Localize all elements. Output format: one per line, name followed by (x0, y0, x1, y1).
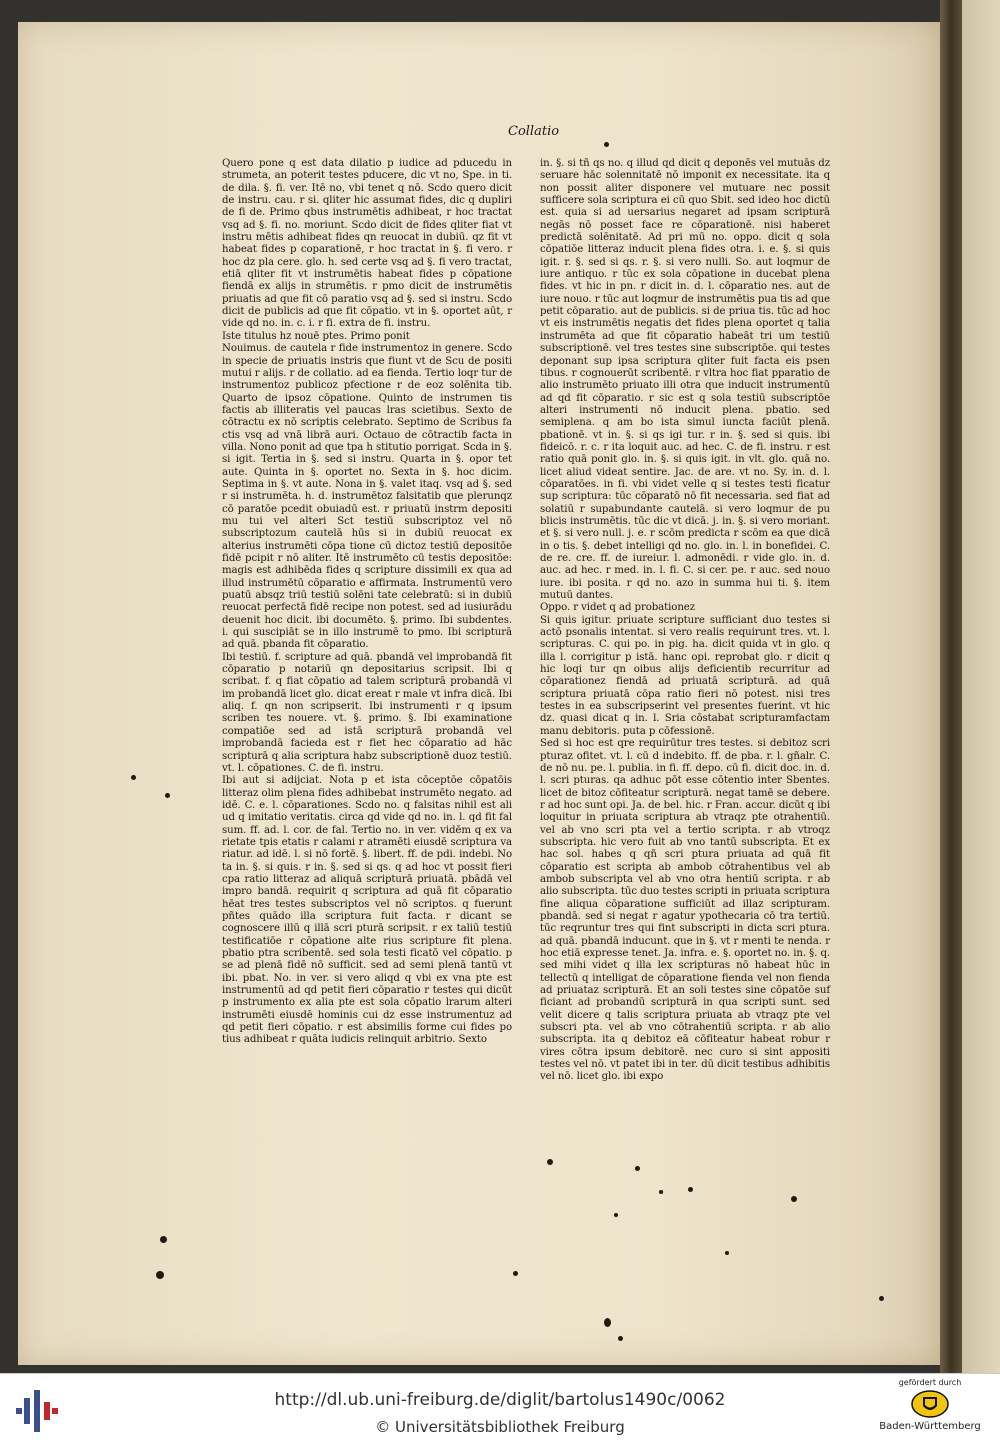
facing-page-edge (962, 0, 1000, 1373)
state-coat-of-arms-icon (910, 1389, 950, 1419)
ink-speck (513, 1271, 518, 1276)
ink-speck (879, 1296, 884, 1301)
ink-speck (688, 1187, 693, 1192)
ink-speck (614, 1213, 618, 1217)
ink-speck (635, 1166, 640, 1171)
ink-speck (156, 1271, 164, 1279)
ink-speck (618, 1336, 623, 1341)
ink-speck (604, 1318, 611, 1327)
ink-speck (791, 1196, 797, 1202)
ink-speck (725, 1251, 729, 1255)
text-column-right: in. §. si tñ qs no. q illud qd dicit q deponēs vel mutuās dz seruare hāc solennitatē nō imponit ex necessitate. ita q non possit aliter disponere vel mutuare nec possit sufficere sola scriptura ei cū quo Sbit. sed ideo hoc dictū est. quia si ad uersarius negaret ad ipsam scripturā negās nō posset face re cōparationē. nisi haberet predictā solēnitatē. Ad pri mū no. oppo. dicit q sola cōpatiōe litteraz inducit plena fides otra. i. e. §. si quis igit. r. §. sed si qs. r. §. si vero nulli. So. aut loqmur de iure antiquo. r tūc ex sola cōpatione in ducebat plena fides. vt hic in pn. r dicit in. d. l. cōparatio nes. aut de iure nouo. r tūc aut loqmur de instrumētis pua tis ad que petit cōparatio. aut de publicis. si de priua tis. tūc ad hoc vt eis instrumētis negatis det fides plena oportet q talia instrumēta ad que fit cōparatio habeāt tri um testiū subscriptionē. vel tres testes sine subscriptōe. qui testes deponant sup ipsa scriptura qliter fuit facta eis psen tibus. r cognouerūt scribentē. r vltra hoc fiat pparatio de alio instrumēto priuato illi otra que inducit instrumentū ad qd fit cōparatio. r sic est q sola testiū subscriptōe alteri instrumenti nō inducit plena. pbatio. sed semiplena. q am bo ista simul iuncta faciūt plenā. pbationē. vt in. §. si qs igi tur. r in. §. sed si quis. ibi fideicō. r. c. r ita loquit auc. ad hec. C. de fi. instru. r est ratio quā ponit glo. in. §. si quis igit. in vlt. glo. quā no. licet aliud videat sentire. Jac. de are. vt no. Sy. in. d. l. cōparatōes. in fi. vbi videt velle q si testes testi ficatur sup scriptura: tūc cōparatō nō fit necessaria. sed fiat ad solatiū r supabundante cautelā. si vero loqmur de pu blicis instrumētis. tūc dic vt dicā. j. in. §. si vero moriant. et §. si vero null. j. e. r scōm predicta r scōm ea que dicā in o tis. §. debet intelligi qd no. glo. in. l. in bonefidei. C. de re. cre. ff. de iureiur. l. admonēdi. r vide glo. in. d. auc. ad hec. r med. in. l. fi. C. si cer. pe. r auc. sed nouo iure. ibi posita. r qd no. azo in summa hui ti. §. item mutuū dantes. Oppo. r videt q ad probationez Si quis igitur. priuate scripture sufficiant duo testes si actō psonalis intentat. si vero realis requirunt tres. vt. l. scripturas. C. qui po. in pig. ha. dicit quida vt in glo. q illa l. corrigitur p istā. hanc opi. reprobat glo. r dicit q hic loqi tur qn oibus alijs deficientib recurritur ad cōparationez fiendā ad priuatā scripturā. ad quā scriptura priuatā cōpa ratio fieri nō potest. nisi tres testes in ea subscripserint vel presentes fuerint. vt hic dz. quasi dicat q in. l. Sria cōstabat scripturamfactam manu debitoris. puta p cōfessionē. Sed si hoc est qre requirūtur tres testes. si debitoz scri pturaz ofitet. vt. l. cū d indebito. ff. de pba. r. l. gñalr. C. de nō nu. pe. l. publia. in fi. ff. depo. cū fi. dicit doc. in. d. l. scri pturas. qa adhuc pōt esse cōtentio inter Sbentes. licet de bitoz cōfiteatur scripturā. negat tamē se debere. r ad hoc sunt opi. Ja. de bel. hic. r Fran. accur. dicūt q ibi loquitur in priuata scriptura ab vtraqz pte otrahentiū. vel ab vno scri pta vel a tertio scripta. r ab vtroqz subscripta. hic vero fuit ab vno tantū subscripta. Et ex hac sol. habes q qñ scri ptura priuata ad quā fit cōparatio est scripta ab ambob cōtrahentibus vel ab ambob subscripta vel ab vno otra hentiū scripta. r ab alio subscripta. tūc duo testes scripti in priuata scriptura fine aliqua cōparatione sufficiūt ad illaz scripturam. pbandā. sed si negat r agatur ypothecaria cō tra tertiū. tūc reqruntur tres qui fint subscripti in dicta scri ptura. ad quā. pbandā inducunt. que in §. vt r menti te nenda. r hoc etiā expresse tenet. Ja. infra. e. §. oportet no. in. §. q. sed mihi videt q illa lex scripturas nō habeat hūc in tellectū q intelligat de cōparatione fienda vel non fienda ad priuataz scripturā. Et an soli testes sine cōpatōe suf ficiant ad probandū scripturā in qua scripti sunt. sed velit dicere q talis scriptura priuata ab vtraqz pte vel subscri pta. vel ab vno cōtrahentiū scripta. r ab alio subscripta. ita q debitoz eā cōfiteatur habeat robur r vires cōtra ipsum debitorē. nec curo si sint appositi testes vel nō. vt patet ibi in ter. dū dicit testibus adhibitis vel nō. licet glo. ibi expo (540, 158, 830, 1083)
copyright-notice: © Universitätsbibliothek Freiburg (375, 1418, 625, 1436)
ink-speck (659, 1190, 663, 1194)
ink-speck (165, 793, 170, 798)
ink-speck (131, 775, 136, 780)
permalink-url[interactable]: http://dl.ub.uni-freiburg.de/diglit/bartolus1490c/0062 (274, 1390, 726, 1410)
sponsor-block (870, 1378, 990, 1432)
viewer-footer (0, 1373, 1000, 1446)
binding-gutter (940, 0, 962, 1373)
text-column-left: Quero pone q est data dilatio p iudice ad pducedu in strumeta, an poterit testes pducere, dic vt no, Spe. in ti. de dila. §. fi. ver. Itē no, vbi tenet q nō. Scdo quero dicit de instru. cau. r si. qliter hic assumat fides, dic q dupliri de fi de. Primo qbus instrumētis adhibeat, r hoc tractat vsq ad §. fi. no. moriunt. Scdo dicit de fides qliter fiat vt instru mētis adhibeat fides qn reuocat in dubiū. qz fit vt habeat fides p coparationē, r hoc tractat in §. fi vero. r hoc dz pla cere. glo. h. sed certe vsq ad §. fi vero tractat, etiā qliter fit vt instrumētis habeat fides p cōpatione fiendā ex alijs in strumētis. r pmo dicit de instrumētis priuatis ad que fit cō paratio vsq ad §. sed si instru. Scdo dicit de publicis ad que fit cōpatio. vt in §. oportet aūt, r vide qd no. in. c. i. r fi. extra de fi. instru. Iste titulus hz nouē ptes. Primo ponit Nouimus. de cautela r fide instrumentoz in genere. Scdo in specie de priuatis instris que fiunt vt de Scu de positi mutui r alijs. r de collatio. ad ea fienda. Tertio loqr tur de instrumentoz publicoz pfectione r de eoz solēnita tib. Quarto de ipsoz cōpatione. Quinto de instrumen tis factis ab illiteratis vel paucas lras scietibus. Sexto de cōtractu ex nō scriptis celebrato. Septimo de Scribus fa ctis vsq ad vnā librā auri. Octauo de cōtractib facta in villa. Nono ponit ad que tpa h stitutio porrigat. Scda in §. si igit. Tertia in §. sed si instru. Quarta in §. opor tet aute. Quinta in §. oportet no. Sexta in §. hoc dicim. Septima in §. vt aute. Nona in §. valet itaq. vsq ad §. sed r si instrumēta. h. d. instrumētoz falsitatib que plerunqz cō paratōe pcedit obuiadū est. r priuatū instrm depositi mu tui vel alteri Sct testiū subscriptoz vel nō subscriptozum cautelā hūs si in dubiū reuocat ex alterius instrumēti cōpa tione cū dictoz testiū depositōe fidē pcipit r nō aliter. Itē instrumēto cū testis depositōe: magis est adhibēda fides q scripture dissimili ex qua ad illud instrumētū cōparatio e affirmata. Instrumentū vero puatū absqz triū testiū solēni tate celebratū: si in dubiū reuocat perfectā fidē recipe non potest. sed ad iusiurādu deuenit hoc dicit. ibi documēto. §. primo. Ibi subdentes. i. qui suscipiāt se in illo instrumē to pmo. Ibi scripturā ad quā. pbanda fit cōparatio. Ibi testiū. f. scripture ad quā. pbandā vel improbandā fit cōparatio p notariū qn depositarius scripsit. Ibi q scribat. f. q fiat cōpatio ad talem scripturā probandā vl im probandā licet glo. dicat ereat r male vt infra dicā. Ibi aliq. f. qn non scripserit. Ibi instrumenti r q ipsum scriben tes nouere. vt. §. primo. §. Ibi examinatione compatiōe sed ad istā scripturā probandā vel improbandā facieda est r fiet hec cōparatio ad hāc scripturā q alia scriptura habz subscriptionē duoz testiū. vt. l. cōpationes. C. de fi. instru. Ibi aut si adijciat. Nota p et ista cōceptōe cōpatōis litteraz olim plena fides adhibebat instrumēto negato. ad idē. C. e. l. cōparationes. Scdo no. q falsitas nihil est ali ud q imitatio veritatis. circa qd vide qd no. in. l. qd fit fal sum. ff. ad. l. cor. de fal. Tertio no. in ver. vidēm q ex va rietate tpis etatis r calami r atramēti eiusdē scriptura va riatur. ad idē. l. si nō fortē. §. libert. ff. de pdi. indebi. No ta in. §. si quis. r in. §. sed si qs. q ad hoc vt possit fieri cpa ratio litteraz ad aliquā scripturā priuatā. pbādā vel impro bandā. requirit q scriptura ad quā fit cōparatio hēat tres testes subscriptos vel nō scriptos. q fuerunt pñtes quādo illa scriptura fuit facta. r dicant se cognoscere illū q illā scri pturā scripsit. r ex taliū testiū testificatiōe r cōpatione alte rius scripture fit plena. pbatio ptra scribentē. sed sola testi ficatō vel cōpatio. p se ad plenā fidē nō sufficit. sed ad semi plenā tantū vt ibi. pbat. No. in ver. si vero aliqd q vbi ex vna pte est instrumentū ad qd petit fieri cōparatio r testes qui dicūt p instrumento ex alia pte est sola cōpatio lrarum alteri instrumēti eiusdē hominis cui dz esse instrumentuz ad qd petit fieri cōpatio. r est absimilis forme cui fides po tius adhibeat r quāta iudicis relinquit arbitrio. Sexto (222, 158, 512, 1046)
sponsor-name: Baden-Württemberg (879, 1421, 981, 1432)
sponsor-label: gefördert durch (898, 1378, 962, 1387)
ink-speck (547, 1159, 553, 1165)
ink-speck (160, 1236, 167, 1243)
ink-speck (604, 142, 609, 147)
running-header: Collatio (508, 124, 560, 139)
